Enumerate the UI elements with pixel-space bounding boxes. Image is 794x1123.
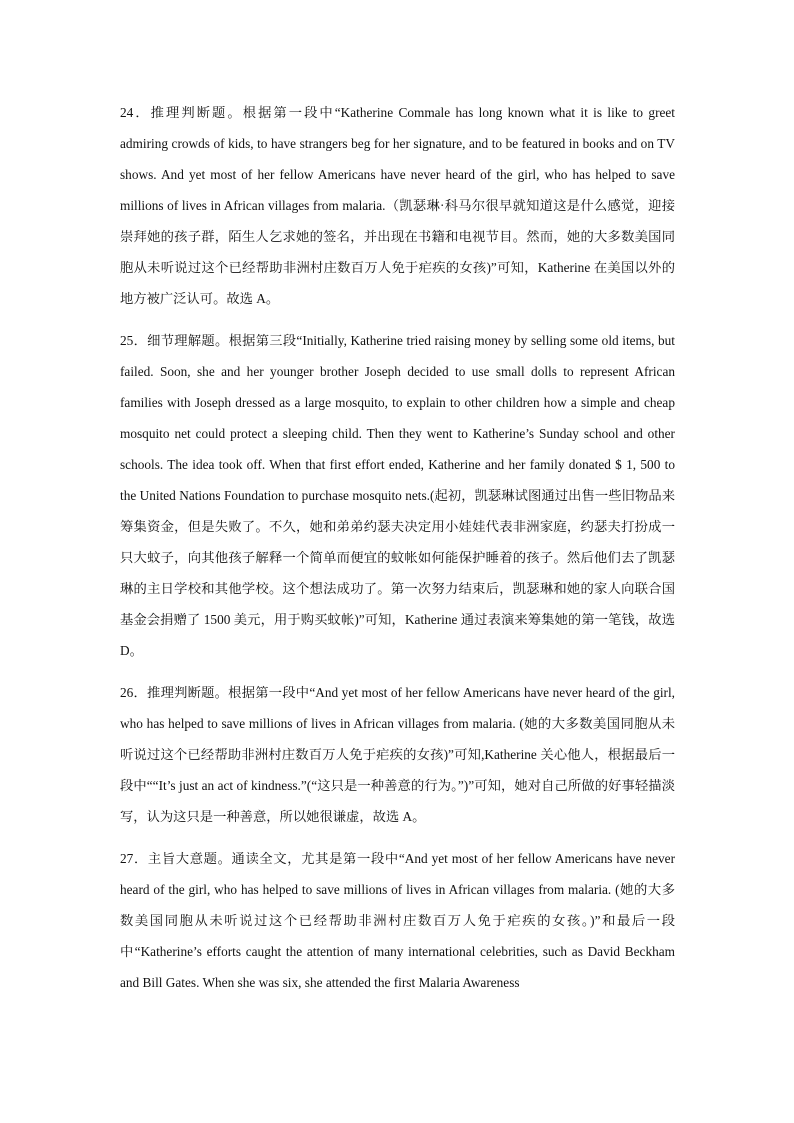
explanation-q25: 25．细节理解题。根据第三段“Initially, Katherine tried raising money by selling some old items, but failed. Soon, she and her younger brother Joseph decided to use small dolls to represent African families with Joseph dressed as a large mosquito, to explain to other children how a simple and cheap mosquito net could protect a sleeping child. Then they went to Katherine’s Sunday school and other schools. The idea took off. When that first effort ended, Katherine and her family donated $ 1, 500 to the United Nations Foundation to purchase mosquito nets.(起初，凯瑟琳试图通过出售一些旧物品来筹集资金，但是失败了。不久，她和弟弟约瑟夫决定用小娃娃代表非洲家庭，约瑟夫打扮成一只大蚊子，向其他孩子解释一个简单而便宜的蚊帐如何能保护睡着的孩子。然后他们去了凯瑟琳的主日学校和其他学校。这个想法成功了。第一次努力结束后，凯瑟琳和她的家人向联合国基金会捐赠了 1500 美元，用于购买蚊帐)”可知，Katherine 通过表演来筹集她的第一笔钱，故选 D。 xyxy=(120,333,675,658)
explanation-q24: 24．推理判断题。根据第一段中“Katherine Commale has long known what it is like to greet admiring crowds of kids, to have strangers beg for her signature, and to be featured in books and on TV shows. And yet most of her fellow Americans have never heard of the girl, who has helped to save millions of lives in African villages from malaria.（凯瑟琳·科马尔很早就知道这是什么感觉，迎接崇拜她的孩子群，陌生人乞求她的签名，并出现在书籍和电视节目。然而，她的大多数美国同胞从未听说过这个已经帮助非洲村庄数百万人免于疟疾的女孩)”可知，Katherine 在美国以外的地方被广泛认可。故选 A。 xyxy=(120,105,675,306)
answer-explanations xyxy=(120,97,675,1009)
explanation-q27: 27．主旨大意题。通读全文，尤其是第一段中“And yet most of her fellow Americans have never heard of the girl, who has helped to save millions of lives in African villages from malaria. (她的大多数美国同胞从未听说过这个已经帮助非洲村庄数百万人免于疟疾的女孩。)”和最后一段中“Katherine’s efforts caught the attention of many international celebrities, such as David Beckham and Bill Gates. When she was six, she attended the first Malaria Awareness xyxy=(120,851,675,990)
explanation-q26: 26．推理判断题。根据第一段中“And yet most of her fellow Americans have never heard of the girl, who has helped to save millions of lives in African villages from malaria. (她的大多数美国同胞从未听说过这个已经帮助非洲村庄数百万人免于疟疾的女孩)”可知,Katherine 关心他人，根据最后一段中““It’s just an act of kindness.”(“这只是一种善意的行为。”)”可知，她对自己所做的好事轻描淡写，认为这只是一种善意，所以她很谦虚，故选 A。 xyxy=(120,685,675,824)
